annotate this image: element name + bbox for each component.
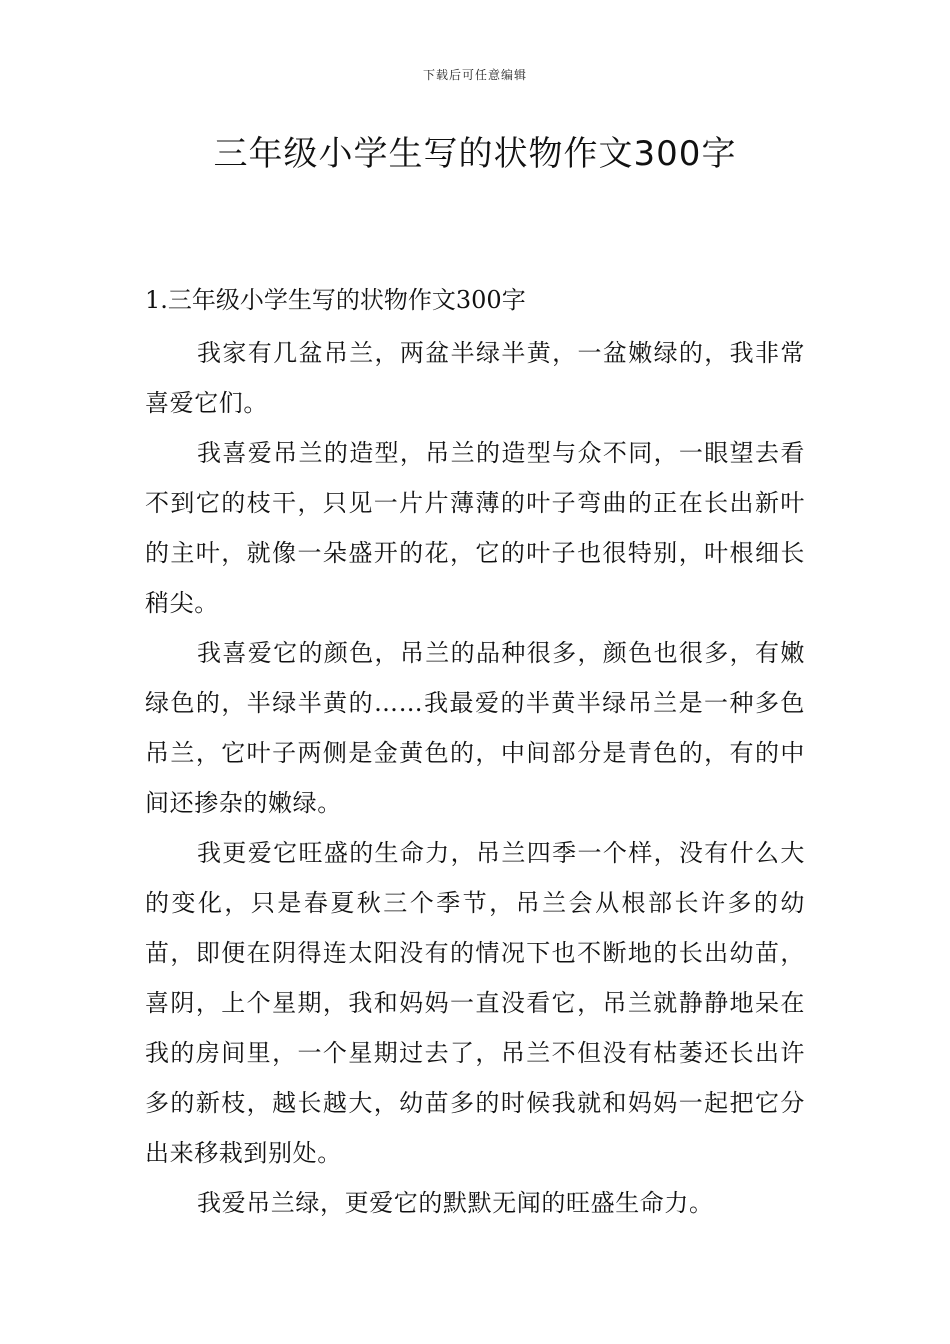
document-title: 三年级小学生写的状物作文300字 <box>213 134 737 174</box>
paragraph-5: 我爱吊兰绿，更爱它的默默无闻的旺盛生命力。 <box>197 1189 714 1217</box>
document-body <box>145 280 805 1228</box>
paragraph-4: 我更爱它旺盛的生命力，吊兰四季一个样，没有什么大的变化，只是春夏秋三个季节，吊兰会从根部长许多的幼苗，即便在阴得连太阳没有的情况下也不断地的长出幼苗，喜阴，上个星期，我和妈妈一直没看它，吊兰就静静地呆在我的房间里，一个星期过去了，吊兰不但没有枯萎还长出许多的新枝，越长越大，幼苗多的时候我就和妈妈一起把它分出来移栽到别处。 <box>145 839 805 1167</box>
paragraph-3: 我喜爱它的颜色，吊兰的品种很多，颜色也很多，有嫩绿色的，半绿半黄的……我最爱的半黄半绿吊兰是一种多色吊兰，它叶子两侧是金黄色的，中间部分是青色的，有的中间还掺杂的嫩绿。 <box>145 639 805 817</box>
header-note: 下载后可任意编辑 <box>422 68 527 82</box>
section-heading: 1.三年级小学生写的状物作文300字 <box>145 286 526 314</box>
paragraph-2: 我喜爱吊兰的造型，吊兰的造型与众不同，一眼望去看不到它的枝干，只见一片片薄薄的叶子弯曲的正在长出新叶的主叶，就像一朵盛开的花，它的叶子也很特别，叶根细长稍尖。 <box>145 439 805 617</box>
paragraph-1: 我家有几盆吊兰，两盆半绿半黄，一盆嫩绿的，我非常喜爱它们。 <box>145 339 805 417</box>
